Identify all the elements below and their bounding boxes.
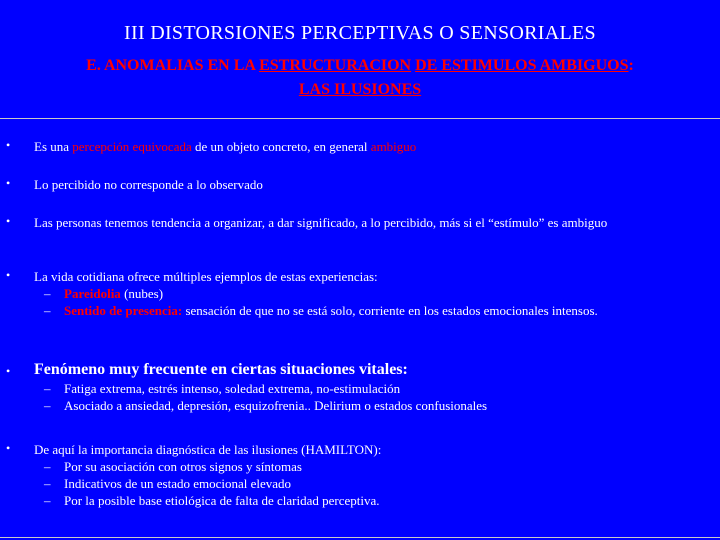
etiology-text: Por la posible base etiológica de falta de claridad perceptiva.	[64, 493, 380, 508]
dash-marker: –	[44, 381, 51, 396]
bullet-1-highlight: percepción equivocada	[72, 139, 192, 154]
dash-marker: –	[44, 303, 51, 318]
slide-title: III DISTORSIONES PERCEPTIVAS O SENSORIALES	[124, 22, 596, 44]
bullet-4-text: La vida cotidiana ofrece múltiples ejemplos de estas experiencias:	[34, 269, 378, 284]
fatigue-text: Fatiga extrema, estrés intenso, soledad extrema, no-estimulación	[64, 381, 401, 396]
sub-item-anxiety	[34, 397, 694, 414]
dash-marker: –	[44, 286, 51, 301]
sub-item-presence	[34, 302, 694, 319]
presence-term: Sentido de presencia:	[64, 303, 183, 318]
bullet-marker: •	[6, 138, 11, 152]
pareidolia-text: (nubes)	[120, 286, 164, 301]
bullet-6-text: De aquí la importancia diagnóstica de las ilusiones (HAMILTON):	[34, 442, 382, 457]
bullet-3-text: Las personas tenemos tendencia a organizar, a dar significado, a lo percibido, más si el “estímulo” es ambiguo	[34, 215, 608, 230]
anxiety-text: Asociado a ansiedad, depresión, esquizofrenia.. Delirium o estados confusionales	[64, 398, 488, 413]
bullet-1-highlight-2: ambiguo	[370, 139, 417, 154]
bullet-marker: •	[6, 441, 11, 455]
subtitle-underlined-1: ESTRUCTURACION	[259, 57, 412, 74]
sub-item-emotional	[34, 475, 694, 492]
sub-item-etiology	[34, 492, 694, 509]
subtitle-underlined-2: DE ESTIMULOS AMBIGUOS	[415, 57, 629, 74]
bullet-1-text-a: Es una	[34, 139, 73, 154]
subtitle-colon: :	[628, 57, 634, 74]
emotional-text: Indicativos de un estado emocional elevado	[64, 476, 292, 491]
dash-marker: –	[44, 398, 51, 413]
bullet-marker: •	[6, 176, 11, 190]
sub-item-fatigue	[34, 380, 694, 397]
divider-bottom	[0, 537, 720, 538]
dash-marker: –	[44, 476, 51, 491]
subtitle-prefix: E. ANOMALIAS EN LA	[86, 57, 260, 74]
dash-marker: –	[44, 459, 51, 474]
bullet-marker: •	[6, 214, 11, 228]
bullet-1-text-b: de un objeto concreto, en general	[191, 139, 371, 154]
dash-marker: –	[44, 493, 51, 508]
presence-text: sensación de que no se está solo, corriente en los estados emocionales intensos.	[182, 303, 598, 318]
association-text: Por su asociación con otros signos y síntomas	[64, 459, 302, 474]
bullet-marker: •	[6, 364, 11, 378]
pareidolia-term: Pareidolia	[64, 286, 121, 301]
bullet-2-text: Lo percibido no corresponde a lo observado	[34, 177, 263, 192]
sub-item-association	[34, 458, 694, 475]
sub-item-pareidolia	[34, 285, 694, 302]
bullet-5-text: Fenómeno muy frecuente en ciertas situaciones vitales:	[34, 361, 408, 378]
bullet-marker: •	[6, 268, 11, 282]
subtitle-underlined-3: LAS ILUSIONES	[298, 81, 422, 98]
